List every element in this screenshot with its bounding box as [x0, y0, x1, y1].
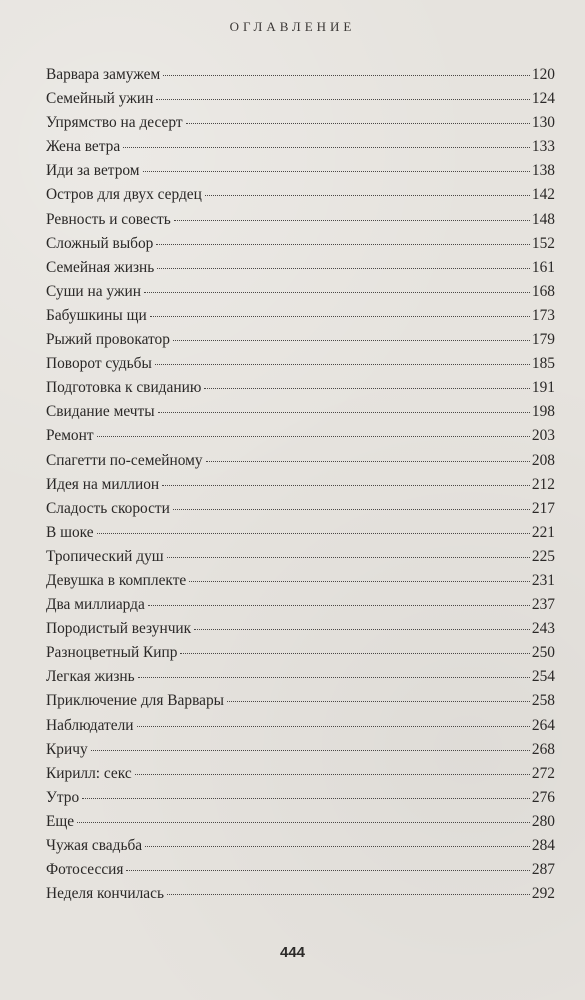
toc-entry	[46, 545, 555, 569]
toc-entry-page: 225	[531, 547, 555, 565]
toc-dot-leader	[91, 749, 530, 751]
toc-entry-page: 138	[531, 162, 555, 180]
table-of-contents	[46, 63, 555, 906]
toc-dot-leader	[97, 435, 530, 437]
toc-entry-title: Идея на миллион	[46, 475, 160, 493]
toc-entry-page: 287	[531, 861, 555, 879]
toc-entry-page: 237	[531, 596, 555, 614]
toc-dot-leader	[173, 508, 530, 510]
toc-entry-title: Ремонт	[46, 427, 94, 445]
toc-entry-title: Бабушкины щи	[46, 306, 147, 324]
toc-dot-leader	[144, 291, 530, 293]
toc-entry-title: Свидание мечты	[46, 403, 155, 421]
toc-entry	[46, 593, 555, 617]
toc-dot-leader	[180, 652, 529, 654]
toc-dot-leader	[189, 580, 530, 582]
toc-entry-title: Ревность и совесть	[46, 210, 171, 228]
toc-entry-page: 243	[531, 620, 555, 638]
toc-entry-title: Разноцветный Кипр	[46, 644, 178, 662]
page-heading: ОГЛАВЛЕНИЕ	[229, 19, 356, 34]
toc-dot-leader	[158, 411, 530, 413]
toc-entry-page: 152	[531, 234, 555, 252]
toc-dot-leader	[150, 315, 530, 317]
toc-entry	[46, 665, 555, 689]
toc-entry-title: Чужая свадьба	[46, 837, 143, 854]
toc-dot-leader	[123, 146, 530, 148]
toc-entry-title: Породистый везунчик	[46, 620, 192, 638]
toc-entry	[46, 87, 555, 111]
toc-entry-title: Семейная жизнь	[46, 258, 155, 276]
toc-dot-leader	[167, 893, 530, 895]
toc-entry-page: 133	[531, 138, 555, 156]
toc-entry-title: Упрямство на десерт	[46, 114, 183, 132]
toc-entry-page: 124	[531, 90, 555, 108]
toc-dot-leader	[77, 821, 530, 823]
toc-entry-page: 179	[531, 331, 555, 349]
toc-entry-title: Сложный выбор	[46, 234, 154, 252]
toc-entry	[46, 810, 555, 834]
toc-dot-leader	[227, 700, 530, 702]
toc-entry-title: Рыжий провокатор	[46, 331, 170, 349]
toc-entry-page: 185	[531, 355, 555, 373]
toc-entry-page: 148	[531, 210, 555, 228]
toc-entry	[46, 232, 555, 256]
toc-dot-leader	[167, 556, 530, 558]
toc-dot-leader	[156, 98, 530, 100]
toc-entry-title: Спагетти по-семейному	[46, 451, 203, 469]
toc-entry-page: 258	[531, 692, 555, 710]
toc-entry-page: 268	[531, 740, 555, 758]
toc-entry-page: 208	[531, 451, 555, 469]
toc-entry-title: Девушка в комплекте	[46, 571, 187, 589]
toc-dot-leader	[186, 122, 530, 124]
toc-entry	[46, 882, 555, 906]
toc-entry-title: Кирилл: секс	[46, 764, 132, 782]
toc-entry-page: 221	[531, 523, 555, 541]
toc-dot-leader	[143, 170, 530, 172]
toc-entry	[46, 689, 555, 713]
toc-entry-title: Приключение для Варвары	[46, 692, 224, 710]
toc-dot-leader	[148, 604, 530, 606]
toc-entry	[46, 159, 555, 183]
toc-dot-leader	[97, 532, 530, 534]
toc-dot-leader	[157, 267, 530, 269]
toc-entry	[46, 738, 555, 762]
toc-entry-page: 292	[531, 885, 555, 903]
toc-entry	[46, 111, 555, 135]
toc-entry-page: 276	[531, 788, 555, 806]
toc-entry	[46, 328, 555, 352]
toc-entry	[46, 304, 555, 328]
toc-entry-page: 120	[531, 66, 555, 83]
toc-entry	[46, 714, 555, 738]
toc-entry-title: Кричу	[46, 740, 88, 758]
toc-entry-page: 191	[531, 379, 555, 397]
toc-entry	[46, 786, 555, 810]
toc-entry	[46, 376, 555, 400]
toc-entry	[46, 135, 555, 159]
toc-entry	[46, 497, 555, 521]
toc-entry-title: Еще	[46, 812, 75, 830]
toc-entry-page: 168	[531, 282, 555, 300]
toc-entry-page: 254	[531, 668, 555, 686]
toc-dot-leader	[155, 363, 530, 365]
toc-entry	[46, 521, 555, 545]
toc-entry	[46, 569, 555, 593]
toc-entry-page: 272	[531, 764, 555, 782]
toc-entry	[46, 400, 555, 424]
toc-entry-title: Два миллиарда	[46, 596, 145, 614]
toc-dot-leader	[205, 194, 530, 196]
toc-entry	[46, 352, 555, 376]
toc-entry-title: В шоке	[46, 523, 94, 541]
toc-entry-page: 250	[531, 644, 555, 662]
page-number: 444	[279, 944, 306, 961]
toc-entry	[46, 617, 555, 641]
toc-entry	[46, 63, 555, 87]
toc-entry-title: Остров для двух сердец	[46, 186, 202, 204]
toc-dot-leader	[145, 845, 530, 847]
toc-entry	[46, 256, 555, 280]
toc-entry-title: Наблюдатели	[46, 716, 134, 734]
toc-entry-title: Неделя кончилась	[46, 885, 164, 903]
toc-dot-leader	[174, 219, 530, 221]
toc-dot-leader	[82, 797, 530, 799]
toc-dot-leader	[137, 725, 530, 727]
toc-dot-leader	[162, 484, 530, 486]
toc-dot-leader	[206, 460, 530, 462]
toc-entry	[46, 424, 555, 448]
toc-entry-page: 212	[531, 475, 555, 493]
toc-entry-page: 280	[531, 812, 555, 830]
toc-entry-page: 203	[531, 427, 555, 445]
toc-dot-leader	[163, 74, 530, 76]
toc-entry-page: 173	[531, 306, 555, 324]
toc-entry-title: Иди за ветром	[46, 162, 140, 180]
toc-entry	[46, 473, 555, 497]
toc-entry	[46, 641, 555, 665]
toc-entry-page: 161	[531, 258, 555, 276]
toc-entry-page: 217	[531, 499, 555, 517]
toc-entry-title: Тропический душ	[46, 547, 164, 565]
toc-entry	[46, 834, 555, 858]
toc-entry	[46, 858, 555, 882]
toc-entry	[46, 208, 555, 232]
toc-dot-leader	[194, 628, 530, 630]
toc-entry-page: 142	[531, 186, 555, 204]
toc-entry-title: Поворот судьбы	[46, 355, 152, 373]
toc-dot-leader	[173, 339, 530, 341]
toc-entry-page: 198	[531, 403, 555, 421]
toc-entry-title: Легкая жизнь	[46, 668, 135, 686]
toc-entry-page: 284	[531, 837, 555, 854]
toc-entry	[46, 280, 555, 304]
toc-entry-title: Семейный ужин	[46, 90, 154, 108]
toc-entry-title: Утро	[46, 788, 80, 806]
toc-entry-title: Фотосессия	[46, 861, 124, 879]
toc-dot-leader	[138, 676, 530, 678]
toc-entry	[46, 762, 555, 786]
toc-entry-title: Сладость скорости	[46, 499, 170, 517]
toc-dot-leader	[156, 243, 530, 245]
toc-entry	[46, 183, 555, 207]
toc-entry-page: 231	[531, 571, 555, 589]
toc-entry-page: 130	[531, 114, 555, 132]
toc-entry-title: Суши на ужин	[46, 282, 142, 300]
toc-dot-leader	[135, 773, 530, 775]
toc-entry	[46, 449, 555, 473]
toc-entry-page: 264	[531, 716, 555, 734]
toc-entry-title: Варвара замужем	[46, 66, 161, 83]
toc-dot-leader	[126, 869, 529, 871]
toc-entry-title: Жена ветра	[46, 138, 121, 156]
toc-dot-leader	[204, 387, 530, 389]
toc-entry-title: Подготовка к свиданию	[46, 379, 202, 397]
